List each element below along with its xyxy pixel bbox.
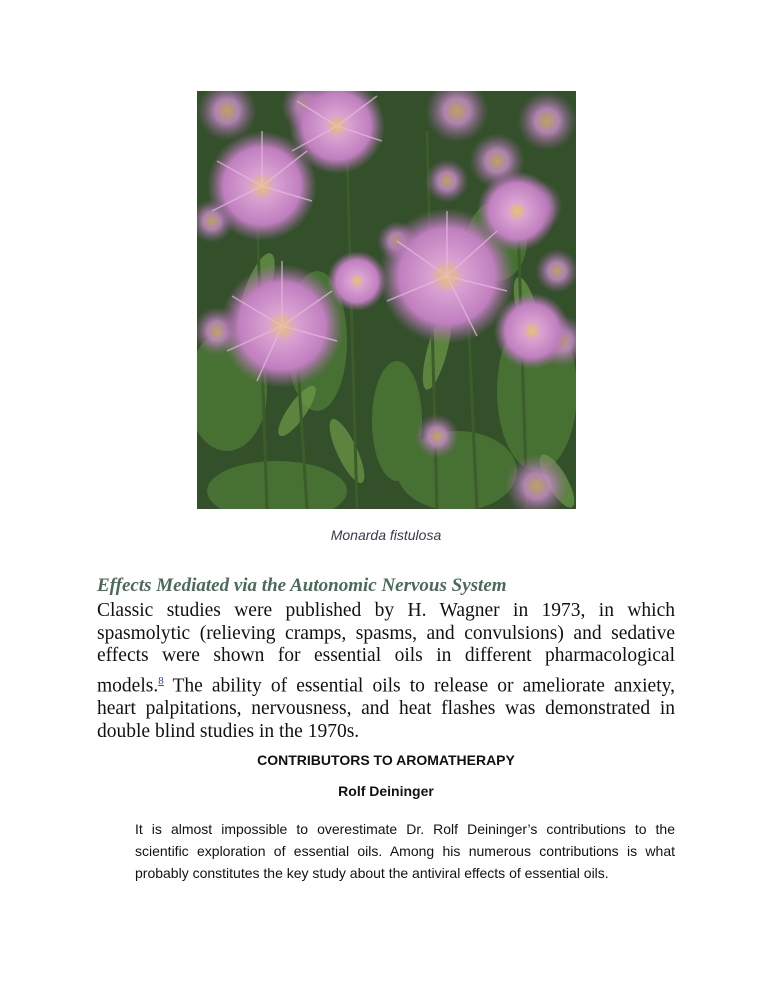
body-paragraph [97, 600, 675, 744]
contributor-text: It is almost impossible to overestimate Dr. Rolf Deininger’s contributions to the scientific exploration of essential oils. Among his numerous contributions is what probably constitutes the key study about the antiviral effects of essential oils. [135, 821, 675, 881]
body-text-part-2: The ability of essential oils to release or ameliorate anxiety, heart palpitations, nervousness, and heat flashes was demonstrated in double blind studies in the 1970s. [97, 675, 675, 743]
section-heading: Effects Mediated via the Autonomic Nervous System [97, 575, 507, 596]
footnote-link[interactable]: 8 [158, 675, 164, 688]
contributors-heading: CONTRIBUTORS TO AROMATHERAPY [257, 752, 515, 768]
flower-illustration [197, 91, 576, 509]
flower-photo [197, 91, 576, 509]
contributor-name: Rolf Deininger [338, 783, 434, 799]
figure-caption: Monarda fistulosa [330, 527, 442, 543]
body-text-part-1: Classic studies were published by H. Wagner in 1973, in which spasmolytic (relieving cramps, spasms, and convulsions) and sedative effects were shown for essential oils in different pharmacological models. [97, 600, 675, 697]
